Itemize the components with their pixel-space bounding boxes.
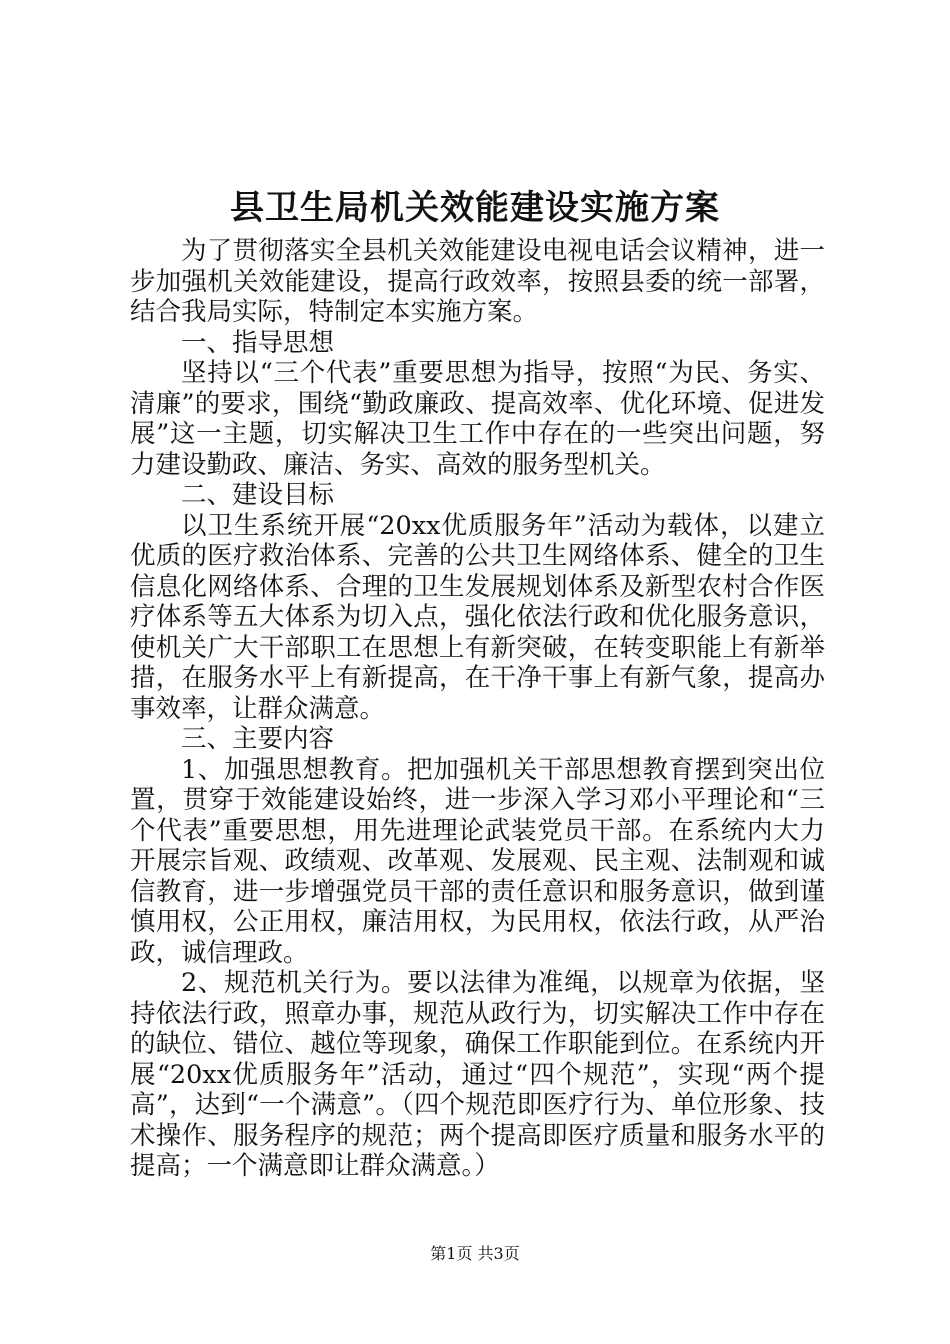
main-content-item-1: 1、加强思想教育。把加强机关干部思想教育摆到突出位置，贯穿于效能建设始终，进一步深入学习邓小平理论和“三个代表”重要思想，用先进理论武装党员干部。在系统内大力开展宗旨观、政绩观、改革观、发展观、民主观、法制观和诚信教育，进一步增强党员干部的责任意识和服务意识，做到谨慎用权，公正用权，廉洁用权，为民用权，依法行政，从严治政，诚信理政。 xyxy=(130,754,825,968)
guiding-ideology-paragraph: 坚持以“三个代表”重要思想为指导，按照“为民、务实、清廉”的要求，围绕“勤政廉政、提高效率、优化环境、促进发展”这一主题，切实解决卫生工作中存在的一些突出问题，努力建设勤政、廉洁、务实、高效的服务型机关。 xyxy=(130,358,825,480)
page-number-footer: 第1页 共3页 xyxy=(430,1244,520,1263)
document-title: 县卫生局机关效能建设实施方案 xyxy=(230,188,720,228)
section-heading-main-content: 三、主要内容 xyxy=(181,724,335,754)
section-heading-guiding-ideology: 一、指导思想 xyxy=(181,327,335,358)
document-body xyxy=(130,236,825,1182)
intro-paragraph: 为了贯彻落实全县机关效能建设电视电话会议精神，进一步加强机关效能建设，提高行政效率，按照县委的统一部署，结合我局实际，特制定本实施方案。 xyxy=(130,236,825,327)
goals-paragraph: 以卫生系统开展“20xx优质服务年”活动为载体，以建立优质的医疗救治体系、完善的公共卫生网络体系、健全的卫生信息化网络体系、合理的卫生发展规划体系及新型农村合作医疗体系等五大体系为切入点，强化依法行政和优化服务意识，使机关广大干部职工在思想上有新突破，在转变职能上有新举措，在服务水平上有新提高，在干净干事上有新气象，提高办事效率，让群众满意。 xyxy=(130,510,825,724)
main-content-item-2: 2、规范机关行为。要以法律为准绳，以规章为依据，坚持依法行政，照章办事，规范从政行为，切实解决工作中存在的缺位、错位、越位等现象，确保工作职能到位。在系统内开展“20xx优质服务年”活动，通过“四个规范”，实现“两个提高”，达到“一个满意”。（四个规范即医疗行为、单位形象、技术操作、服务程序的规范；两个提高即医疗质量和服务水平的提高；一个满意即让群众满意。） xyxy=(130,968,825,1181)
section-heading-goals: 二、建设目标 xyxy=(181,480,335,510)
